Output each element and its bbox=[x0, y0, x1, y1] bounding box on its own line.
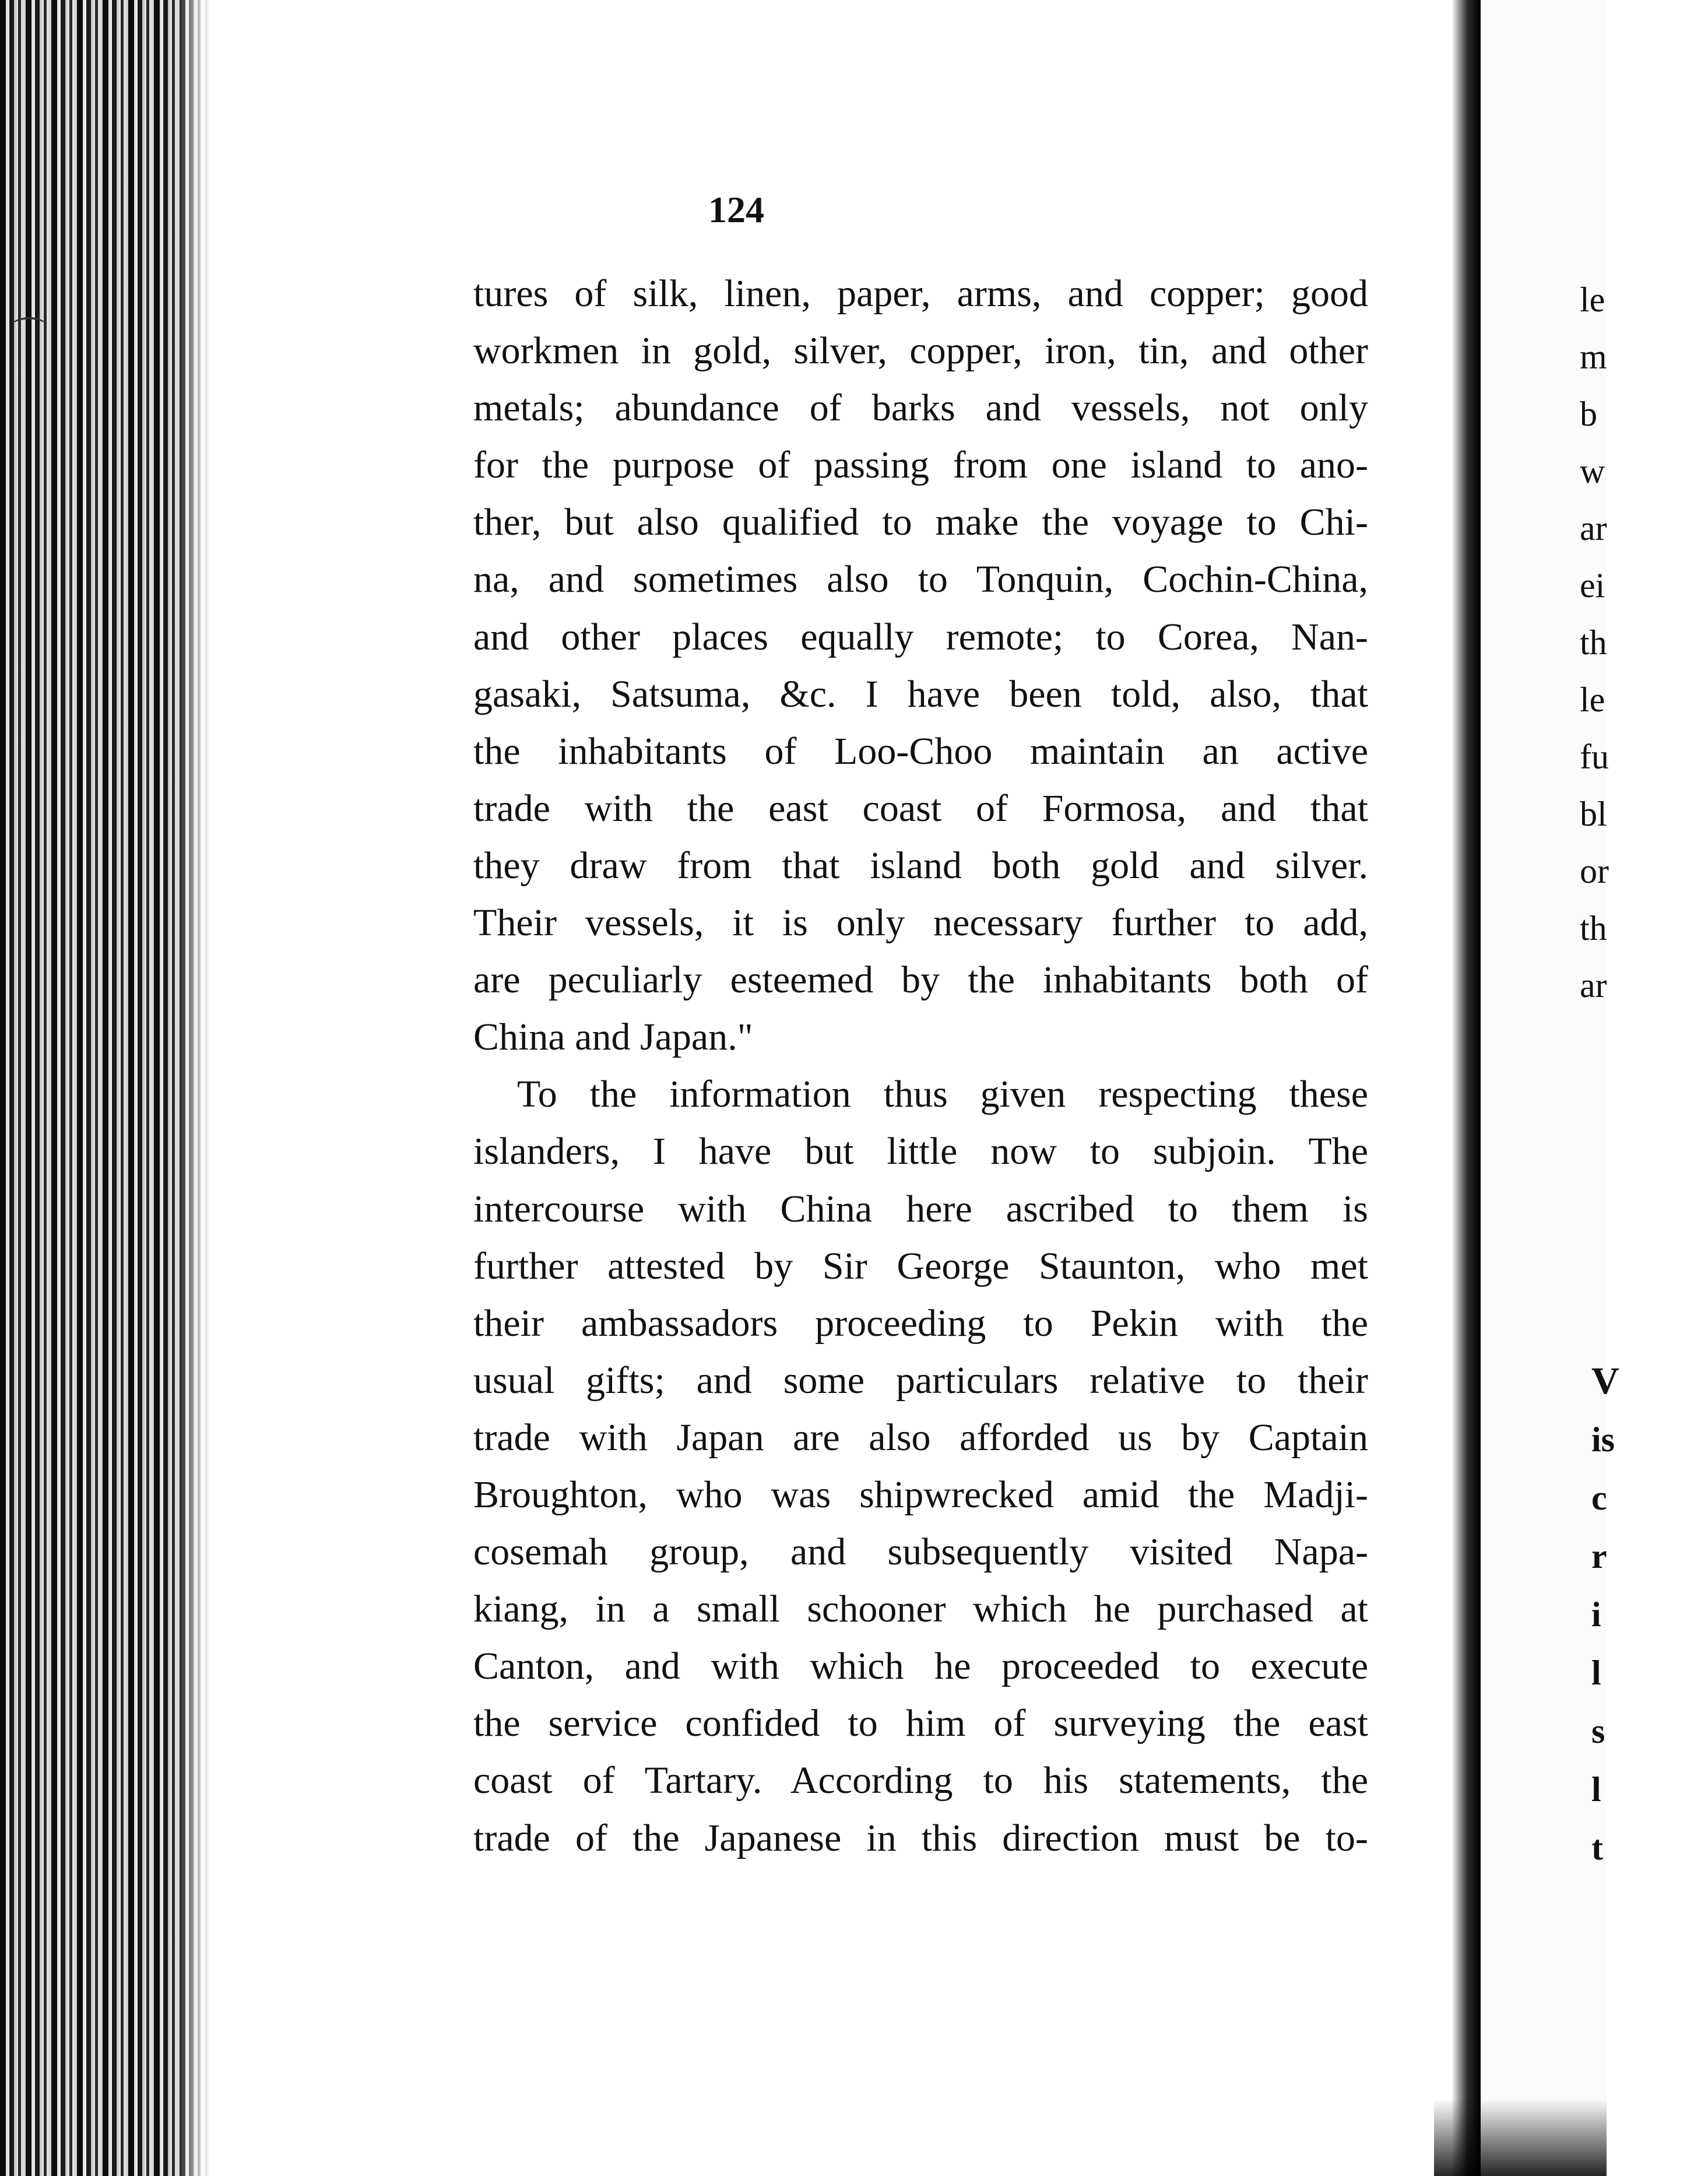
facing-fragment: ar bbox=[1580, 966, 1607, 1005]
facing-fragment: s bbox=[1591, 1712, 1605, 1750]
text-line: Broughton, who was shipwrecked amid the Madji- bbox=[473, 1473, 1368, 1516]
text-line: ther, but also qualified to make the voyage to Chi- bbox=[473, 501, 1368, 544]
text-line: further attested by Sir George Staunton, who met bbox=[473, 1244, 1368, 1287]
facing-fragment: t bbox=[1591, 1828, 1603, 1867]
facing-fragment: le bbox=[1580, 680, 1605, 719]
facing-fragment: V bbox=[1591, 1360, 1619, 1402]
facing-fragment: m bbox=[1580, 338, 1607, 376]
facing-fragment: r bbox=[1591, 1537, 1607, 1575]
text-line: kiang, in a small schooner which he purchased at bbox=[473, 1588, 1368, 1631]
text-line: Their vessels, it is only necessary further to add, bbox=[473, 901, 1368, 945]
paragraph-2 bbox=[473, 1066, 1368, 1866]
facing-fragment: ei bbox=[1580, 566, 1605, 605]
facing-fragment: le bbox=[1580, 280, 1605, 319]
facing-page-shadow bbox=[1434, 2099, 1607, 2176]
facing-fragment: is bbox=[1591, 1420, 1615, 1459]
facing-fragment: or bbox=[1580, 852, 1609, 890]
text-line: islanders, I have but little now to subjoin. The bbox=[473, 1130, 1368, 1173]
facing-fragment: th bbox=[1580, 623, 1607, 662]
text-line: workmen in gold, silver, copper, iron, tin, and other bbox=[473, 329, 1368, 373]
text-line: trade with the east coast of Formosa, and that bbox=[473, 787, 1368, 830]
text-line: To the information thus given respecting these bbox=[517, 1073, 1368, 1116]
page-body bbox=[473, 265, 1368, 1867]
facing-page bbox=[1481, 0, 1619, 2176]
text-line: Canton, and with which he proceeded to execute bbox=[473, 1645, 1368, 1688]
text-line: cosemah group, and subsequently visited Napa- bbox=[473, 1531, 1368, 1574]
text-line: metals; abundance of barks and vessels, not only bbox=[473, 387, 1368, 430]
text-line: and other places equally remote; to Corea, Nan- bbox=[473, 615, 1368, 658]
paragraph-1 bbox=[473, 265, 1368, 1066]
gutter-fade bbox=[175, 0, 210, 2176]
page-number: 124 bbox=[708, 189, 764, 230]
text-line: their ambassadors proceeding to Pekin with the bbox=[473, 1301, 1368, 1345]
text-line: usual gifts; and some particulars relative to their bbox=[473, 1359, 1368, 1402]
facing-fragment: b bbox=[1580, 395, 1597, 433]
facing-fragment: i bbox=[1591, 1595, 1601, 1634]
facing-fragment: ar bbox=[1580, 509, 1607, 547]
text-line: are peculiarly esteemed by the inhabitants both of bbox=[473, 959, 1368, 1002]
facing-fragment: c bbox=[1591, 1479, 1607, 1517]
text-line: for the purpose of passing from one island to ano- bbox=[473, 444, 1368, 487]
text-line: tures of silk, linen, paper, arms, and copper; good bbox=[473, 272, 1368, 315]
text-line: the service confided to him of surveying the east bbox=[473, 1702, 1368, 1745]
facing-fragment: w bbox=[1580, 452, 1605, 490]
text-line: na, and sometimes also to Tonquin, Cochin-China, bbox=[473, 558, 1368, 601]
facing-fragment: fu bbox=[1580, 738, 1609, 776]
margin-mark-icon: ⌒ bbox=[12, 315, 47, 356]
text-line: China and Japan." bbox=[473, 1016, 753, 1059]
text-line: trade of the Japanese in this direction must be to- bbox=[473, 1816, 1368, 1859]
text-line: gasaki, Satsuma, &c. I have been told, also, that bbox=[473, 672, 1368, 715]
facing-fragment: th bbox=[1580, 909, 1607, 947]
facing-page-edge bbox=[1452, 0, 1481, 2176]
text-line: intercourse with China here ascribed to them is bbox=[473, 1187, 1368, 1230]
facing-fragment: bl bbox=[1580, 795, 1607, 833]
facing-fragment: l bbox=[1591, 1770, 1601, 1809]
facing-fragment: l bbox=[1591, 1654, 1601, 1692]
text-line: they draw from that island both gold and silver. bbox=[473, 844, 1368, 887]
text-line: coast of Tartary. According to his statements, the bbox=[473, 1759, 1368, 1802]
text-line: trade with Japan are also afforded us by Captain bbox=[473, 1416, 1368, 1459]
text-line: the inhabitants of Loo-Choo maintain an active bbox=[473, 729, 1368, 773]
